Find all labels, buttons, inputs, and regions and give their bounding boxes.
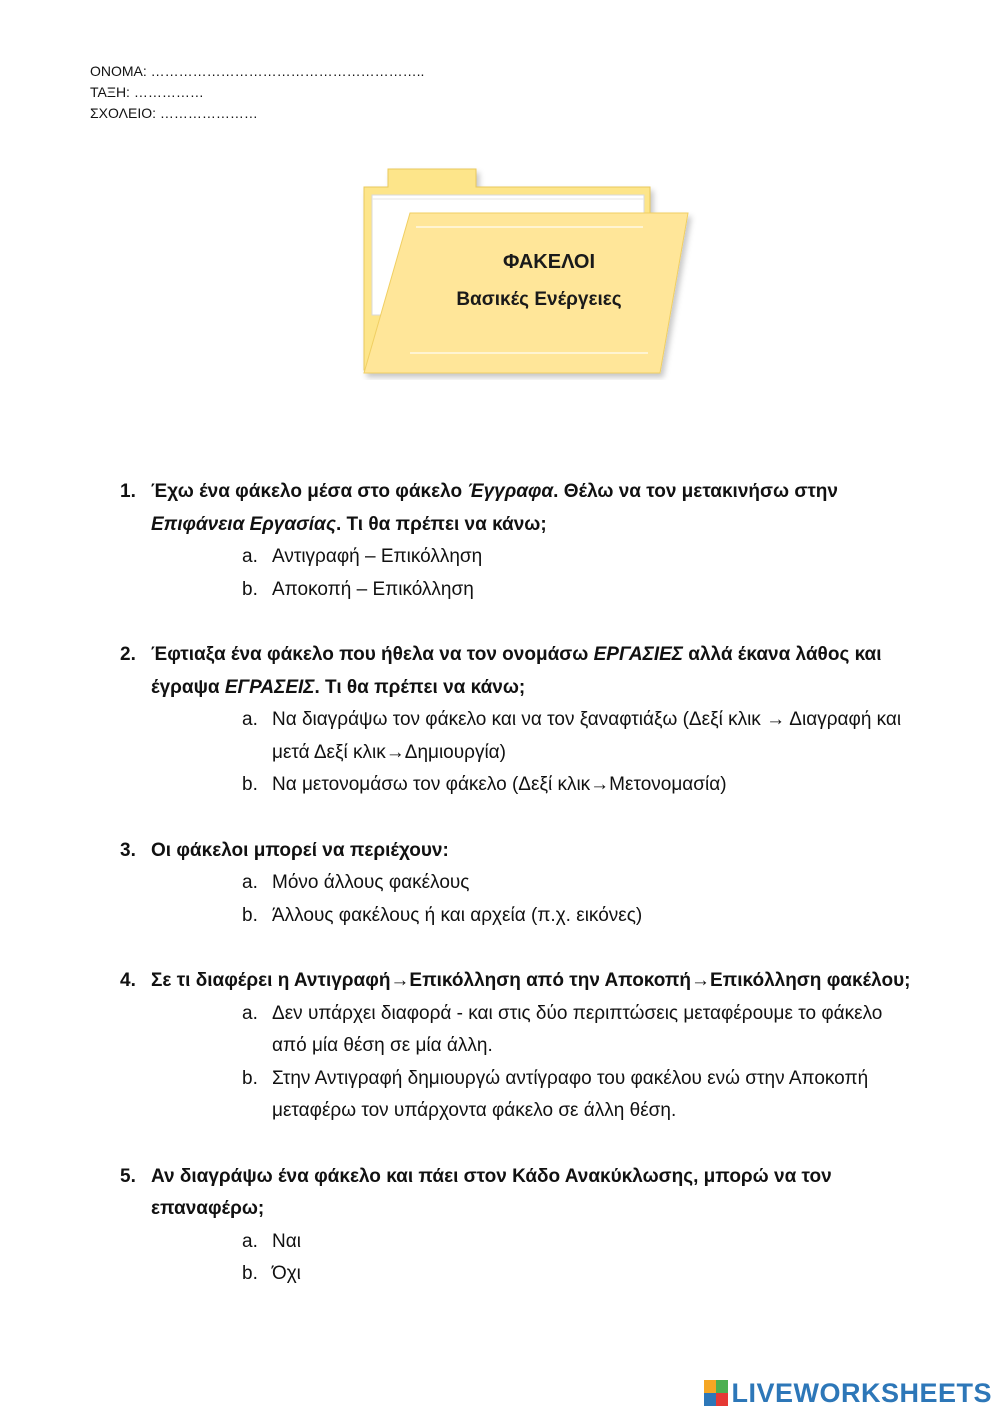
logo-mark-icon: [704, 1380, 728, 1406]
answer-option[interactable]: [120, 1258, 920, 1291]
question-fragment: αλλά έκανα λάθος και έγραψα: [151, 644, 882, 698]
answer-option[interactable]: [120, 998, 920, 1063]
answer-option[interactable]: [120, 867, 920, 900]
option-letter: a.: [242, 709, 258, 730]
question-fragment: Οι φάκελοι μπορεί να περιέχουν:: [151, 839, 449, 861]
question-2: [120, 639, 920, 802]
question-list: [120, 476, 920, 1324]
liveworksheets-logo: [704, 1376, 992, 1410]
question-number: 4.: [120, 970, 136, 991]
question-number: 5.: [120, 1165, 136, 1187]
question-emphasis: Επιφάνεια Εργασίας: [151, 513, 336, 535]
option-text: Άλλους φακέλους ή και αρχεία (π.χ. εικόνες): [272, 904, 643, 926]
question-number: 2.: [120, 644, 136, 665]
answer-option[interactable]: [120, 769, 920, 802]
option-letter: a.: [242, 546, 258, 567]
question-1: [120, 476, 920, 606]
question-number: 1.: [120, 481, 136, 502]
logo-square: [704, 1393, 716, 1406]
option-text: Δεν υπάρχει διαφορά - και στις δύο περιπτώσεις μεταφέρουμε το φάκελο από μία θέση σε μία άλλη.: [272, 1002, 883, 1056]
question-3: [120, 835, 920, 933]
answer-options: [120, 998, 920, 1128]
question-fragment: Αν διαγράψω ένα φάκελο και πάει στον Κάδο Ανακύκλωσης, μπορώ να τον επαναφέρω;: [151, 1165, 832, 1219]
option-letter: a.: [242, 872, 258, 893]
class-field: ΤΑΞΗ: ……………: [90, 84, 204, 100]
question-text: [120, 476, 920, 541]
answer-options: [120, 541, 920, 606]
answer-option[interactable]: [120, 574, 920, 607]
answer-option[interactable]: [120, 541, 920, 574]
answer-option[interactable]: [120, 1063, 920, 1128]
answer-option[interactable]: [120, 1226, 920, 1259]
option-letter: b.: [242, 1067, 258, 1089]
option-text: Αντιγραφή – Επικόλληση: [272, 546, 483, 567]
question-emphasis: ΕΓΡΑΣΕΙΣ: [224, 676, 315, 698]
folder-banner: [358, 165, 698, 380]
question-fragment: Έχω ένα φάκελο μέσα στο φάκελο: [151, 481, 468, 502]
question-fragment: Έφτιαξα ένα φάκελο που ήθελα να τον ονομάσω: [151, 644, 594, 665]
question-text: [120, 835, 920, 868]
question-emphasis: ΕΡΓΑΣΙΕΣ: [593, 644, 683, 665]
answer-options: [120, 704, 920, 802]
option-text: Στην Αντιγραφή δημιουργώ αντίγραφο του φακέλου ενώ στην Αποκοπή μεταφέρω τον υπάρχοντα φάκελο σε άλλη θέση.: [272, 1067, 869, 1121]
option-text: Ναι: [272, 1230, 301, 1252]
question-4: [120, 965, 920, 1128]
option-letter: b.: [242, 1263, 258, 1284]
option-letter: b.: [242, 774, 258, 795]
name-field: ΟΝΟΜΑ: …………………………………………………..: [90, 63, 425, 79]
question-fragment: Σε τι διαφέρει η Αντιγραφή→Επικόλληση από την Αποκοπή→Επικόλληση φακέλου;: [151, 970, 911, 991]
option-text: Όχι: [272, 1263, 301, 1284]
brand-name: LIVEWORKSHEETS: [731, 1377, 992, 1408]
option-letter: a.: [242, 1002, 258, 1024]
option-letter: b.: [242, 904, 258, 926]
option-letter: a.: [242, 1230, 258, 1252]
option-text: Να διαγράψω τον φάκελο και να τον ξαναφτιάξω (Δεξί κλικ → Διαγραφή και μετά Δεξί κλικ→Δημιουργία): [272, 709, 902, 763]
question-text: [120, 639, 920, 704]
option-text: Να μετονομάσω τον φάκελο (Δεξί κλικ→Μετονομασία): [272, 774, 727, 795]
question-fragment: . Θέλω να τον μετακινήσω στην: [553, 481, 838, 502]
option-letter: b.: [242, 578, 258, 600]
question-text: [120, 1161, 920, 1226]
student-info: [90, 61, 424, 124]
folder-subtitle: Βασικές Ενέργειες: [456, 289, 622, 310]
question-number: 3.: [120, 839, 136, 861]
answer-option[interactable]: [120, 900, 920, 933]
logo-square: [716, 1393, 728, 1406]
school-field: ΣΧΟΛΕΙΟ: …………………: [90, 105, 258, 121]
question-fragment: . Τι θα πρέπει να κάνω;: [335, 513, 547, 535]
answer-option[interactable]: [120, 704, 920, 769]
logo-square: [716, 1380, 728, 1393]
question-emphasis: Έγγραφα: [467, 481, 554, 502]
logo-square: [704, 1380, 716, 1393]
option-text: Αποκοπή – Επικόλληση: [272, 578, 474, 600]
question-5: [120, 1161, 920, 1291]
folder-title: ΦΑΚΕΛΟΙ: [502, 251, 596, 273]
answer-options: [120, 1226, 920, 1291]
answer-options: [120, 867, 920, 932]
option-text: Μόνο άλλους φακέλους: [272, 872, 470, 893]
question-text: [120, 965, 920, 998]
question-fragment: . Τι θα πρέπει να κάνω;: [314, 676, 526, 698]
